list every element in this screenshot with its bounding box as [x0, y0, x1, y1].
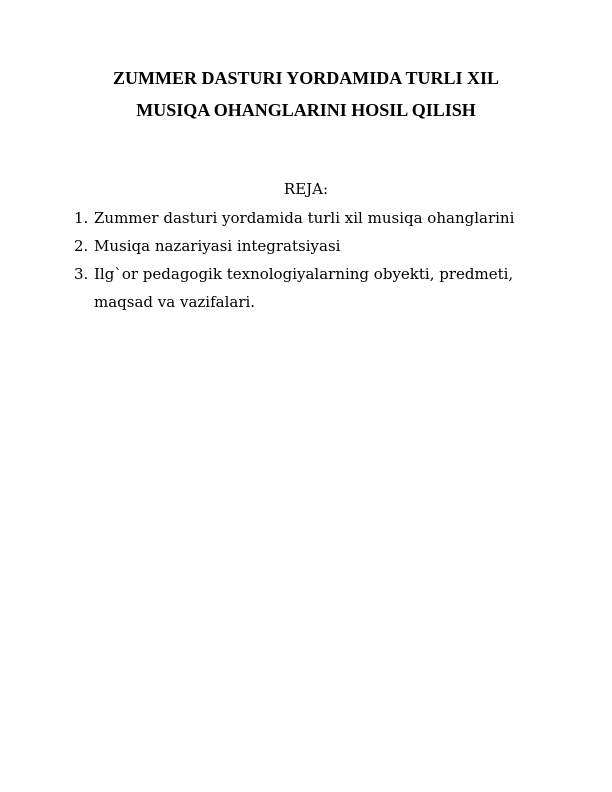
plan-item-2: [74, 232, 554, 260]
plan-list: [74, 204, 554, 316]
plan-item-1: [74, 204, 554, 232]
plan-item-text: Ilg`or pedagogik texnologiyalarning obyekti, predmeti, maqsad va vazifalari.: [94, 265, 514, 311]
plan-item-number: 1.: [74, 209, 89, 227]
document-title-line-1: ZUMMER DASTURI YORDAMIDA TURLI XIL: [112, 68, 500, 88]
plan-heading: REJA:: [283, 180, 329, 198]
plan-item-text: Musiqa nazariyasi integratsiyasi: [94, 237, 341, 255]
plan-item-number: 3.: [74, 265, 89, 283]
plan-item-number: 2.: [74, 237, 89, 255]
plan-item-text: Zummer dasturi yordamida turli xil musiqa ohanglarini: [94, 209, 515, 227]
plan-item-3: [74, 260, 554, 316]
document-title-line-2: MUSIQA OHANGLARINI HOSIL QILISH: [136, 100, 476, 120]
